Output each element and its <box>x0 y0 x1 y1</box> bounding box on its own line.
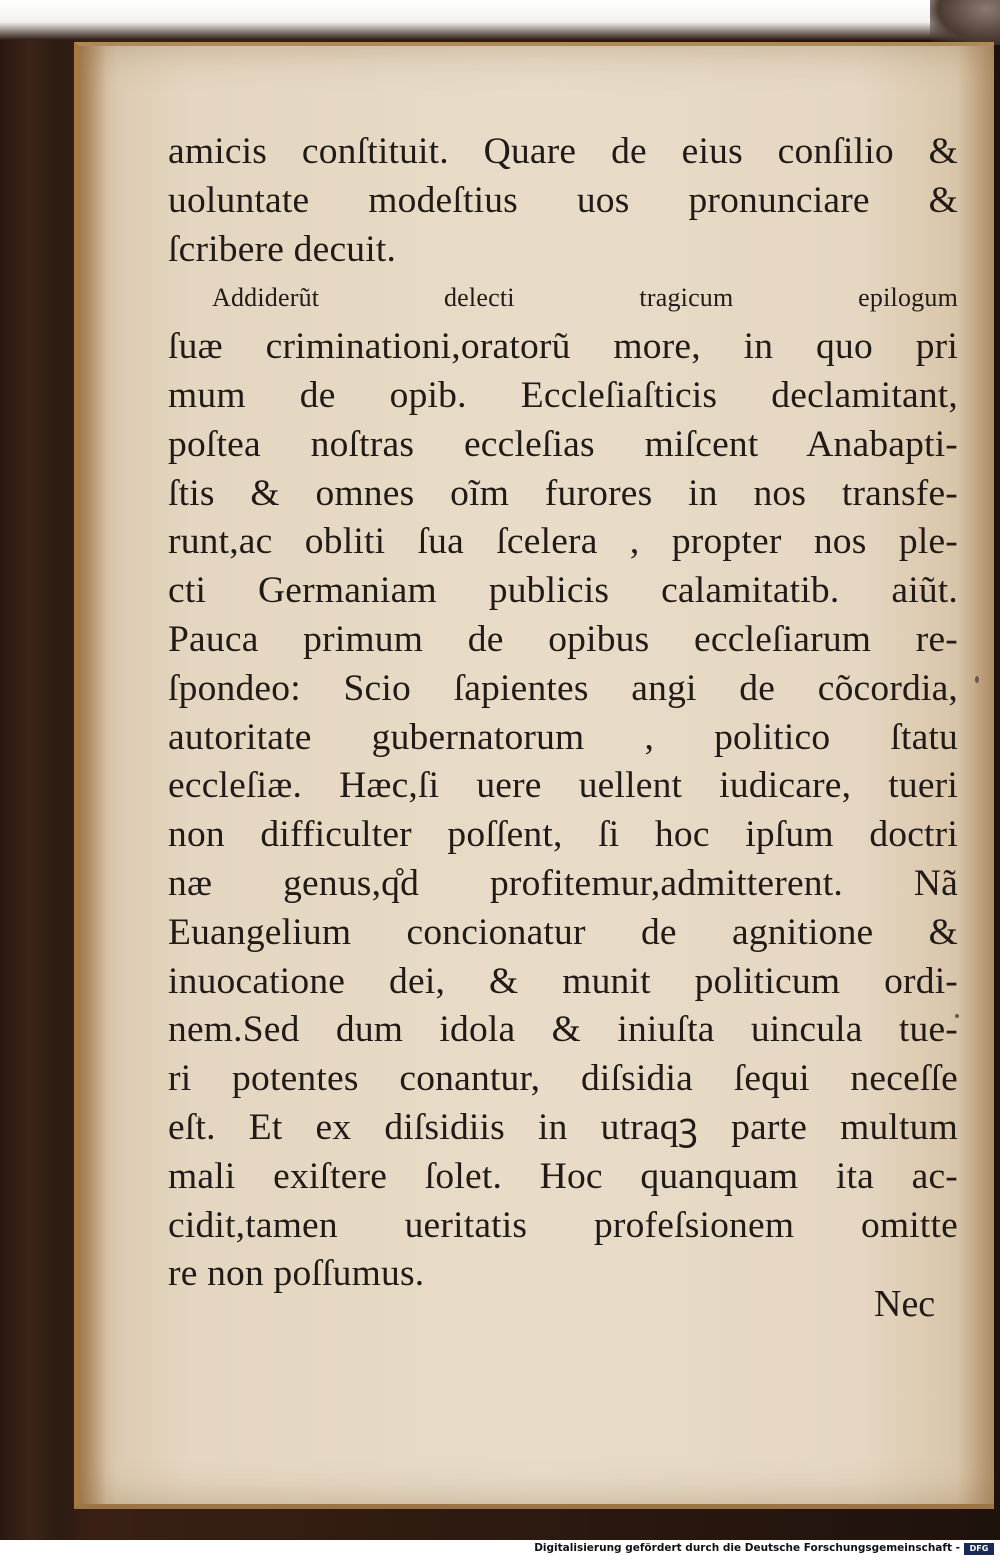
text-line: mali exiſtere ſolet. Hoc quanquam ita ac- <box>168 1155 958 1197</box>
paper-speck <box>975 676 979 683</box>
text-line: nem.Sed dum idola & iniuſta uincula tue- <box>168 1009 958 1051</box>
text-line: uoluntate modeſtius uos pronunciare & <box>168 179 958 221</box>
digitization-credit: Digitalisierung gefördert durch die Deutsche Forschungsgemeinschaft - <box>534 1542 960 1554</box>
catchword: Nec <box>874 1283 936 1325</box>
text-line: re non poſſumus. <box>168 1253 425 1295</box>
text-line: Euangelium concionatur de agnitione & <box>168 911 958 953</box>
text-line: ſcribere decuit. <box>168 228 397 270</box>
text-line: mum de opib. Eccleſiaſticis declamitant, <box>168 374 958 416</box>
text-line: ſuæ criminationi,oratorũ more, in quo pri <box>168 326 958 368</box>
text-line: ri potentes conantur, diſsidia ſequi neceſſe <box>168 1058 958 1100</box>
text-line: inuocatione dei, & munit politicum ordi- <box>168 960 958 1002</box>
body-text <box>168 128 958 1299</box>
dfg-logo: DFG <box>964 1543 994 1555</box>
page-gutter-shadow <box>80 46 106 1504</box>
text-line: næ genus,q̊d profitemur,admitterent. Nã <box>168 862 958 904</box>
text-line: eccleſiæ. Hæc,ſi uere uellent iudicare, tueri <box>168 765 958 807</box>
book-corner <box>930 0 1000 45</box>
text-line: Pauca primum de opibus eccleſiarum re- <box>168 618 958 660</box>
text-line: eſt. Et ex diſsidiis in utraqꝫ parte multum <box>168 1106 958 1148</box>
top-edge <box>0 0 1000 40</box>
text-line: cti Germaniam publicis calamitatib. aiũt. <box>168 570 958 612</box>
text-line: non difficulter poſſent, ſi hoc ipſum doctri <box>168 814 958 856</box>
text-line: ſpondeo: Scio ſapientes angi de cõcordia, <box>168 667 958 709</box>
text-line: Addiderũt delecti tragicum epilogum <box>212 283 958 313</box>
text-line: amicis conſtituit. Quare de eius conſilio & <box>168 131 958 172</box>
text-line: runt,ac obliti ſua ſcelera , propter nos ple- <box>168 521 958 563</box>
text-line: autoritate gubernatorum , politico ſtatu <box>168 716 958 758</box>
text-line: cidit,tamen ueritatis profeſsionem omitte <box>168 1204 958 1246</box>
text-line: poſtea noſtras eccleſias miſcent Anabapti- <box>168 423 958 465</box>
text-line: ſtis & omnes oĩm furores in nos transfe- <box>168 472 958 514</box>
